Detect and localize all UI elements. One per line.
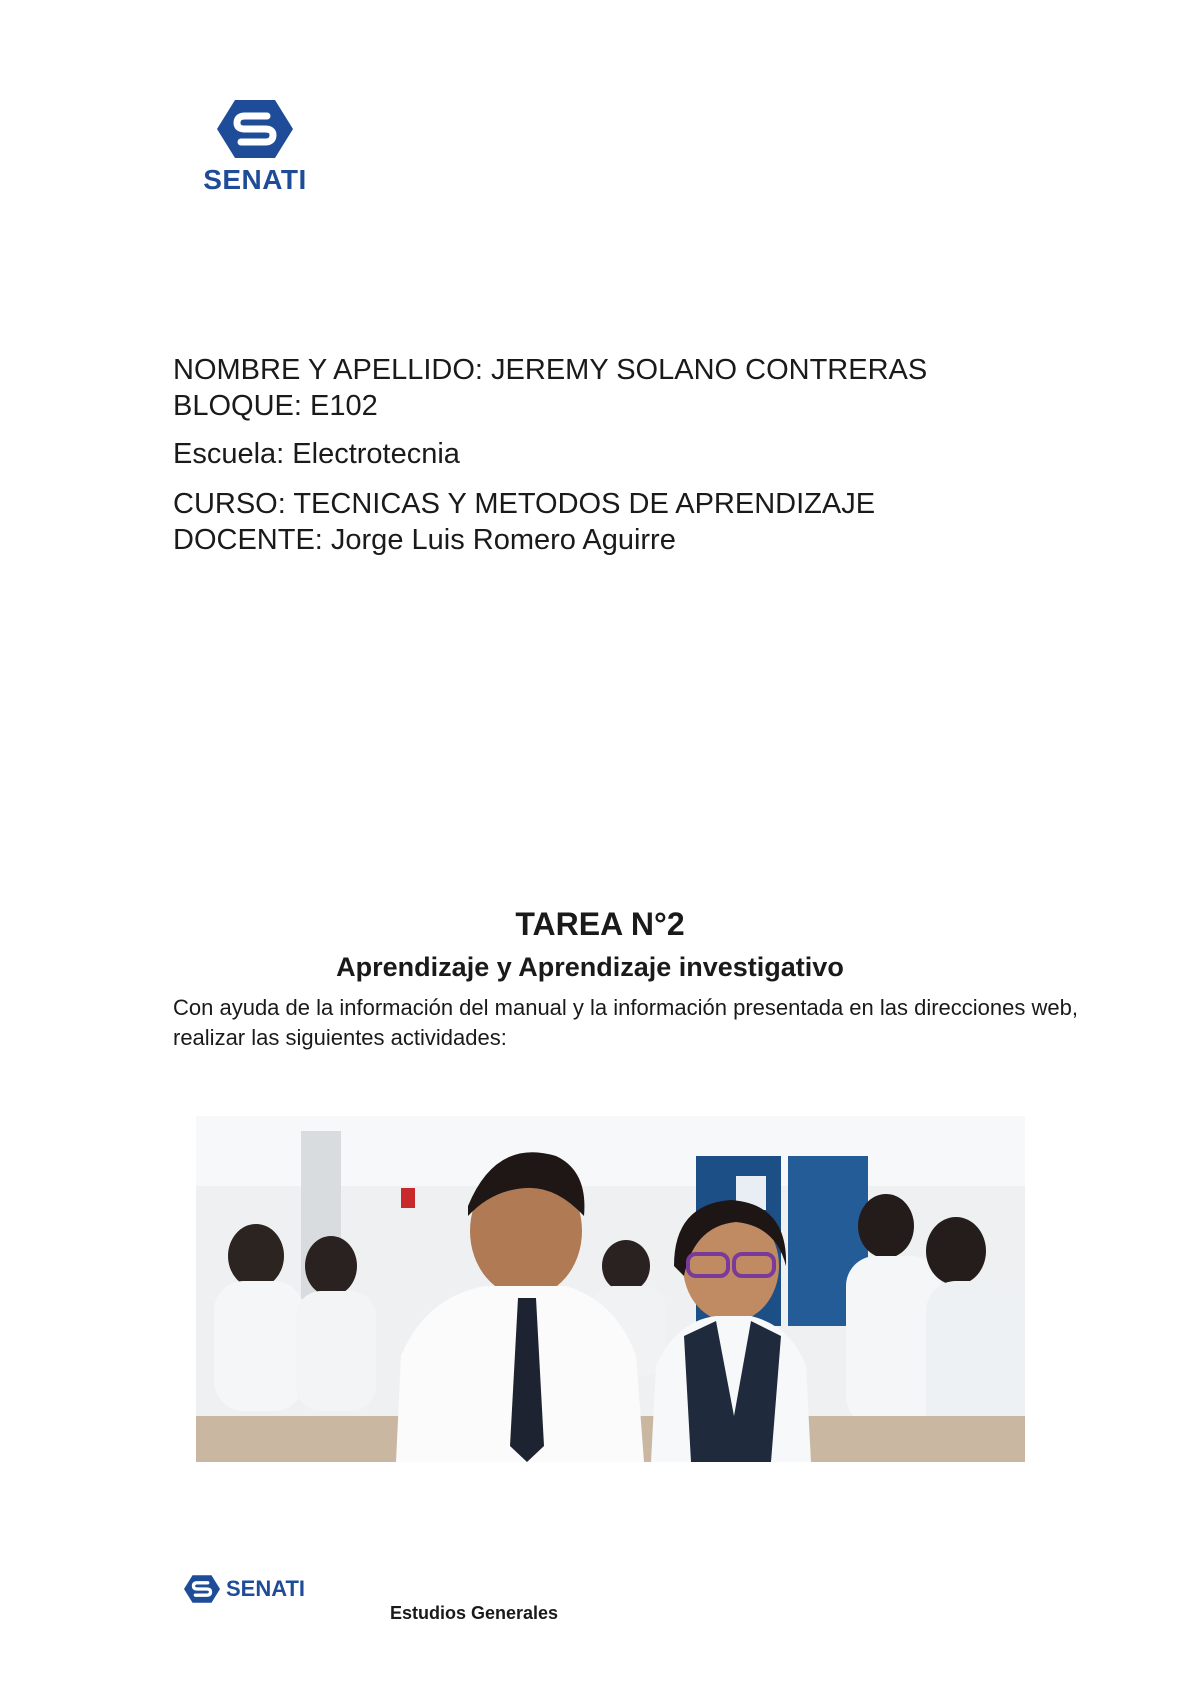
student-school: Escuela: Electrotecnia [173, 438, 460, 470]
student-info [173, 352, 927, 558]
teacher-name: DOCENTE: Jorge Luis Romero Aguirre [173, 524, 676, 556]
assignment-subtitle: Aprendizaje y Aprendizaje investigativo [336, 952, 844, 982]
assignment-title: TAREA N°2 [515, 906, 685, 942]
logo-wordmark: SENATI [203, 164, 307, 195]
footer-logo [184, 1575, 305, 1603]
classroom-photo [196, 1116, 1025, 1462]
senati-emblem-icon [217, 100, 293, 158]
footer-department: Estudios Generales [390, 1603, 559, 1623]
senati-emblem-icon [184, 1575, 220, 1603]
student-block: BLOQUE: E102 [173, 390, 378, 422]
course-name: CURSO: TECNICAS Y METODOS DE APRENDIZAJE [173, 488, 876, 520]
footer-logo-wordmark: SENATI [226, 1576, 306, 1601]
assignment-description: Con ayuda de la información del manual y la información presentada en las direcciones web, realizar las siguientes actividades: [173, 995, 1078, 1050]
senati-logo [190, 100, 320, 194]
student-name: NOMBRE Y APELLIDO: JEREMY SOLANO CONTRERAS [173, 354, 928, 386]
